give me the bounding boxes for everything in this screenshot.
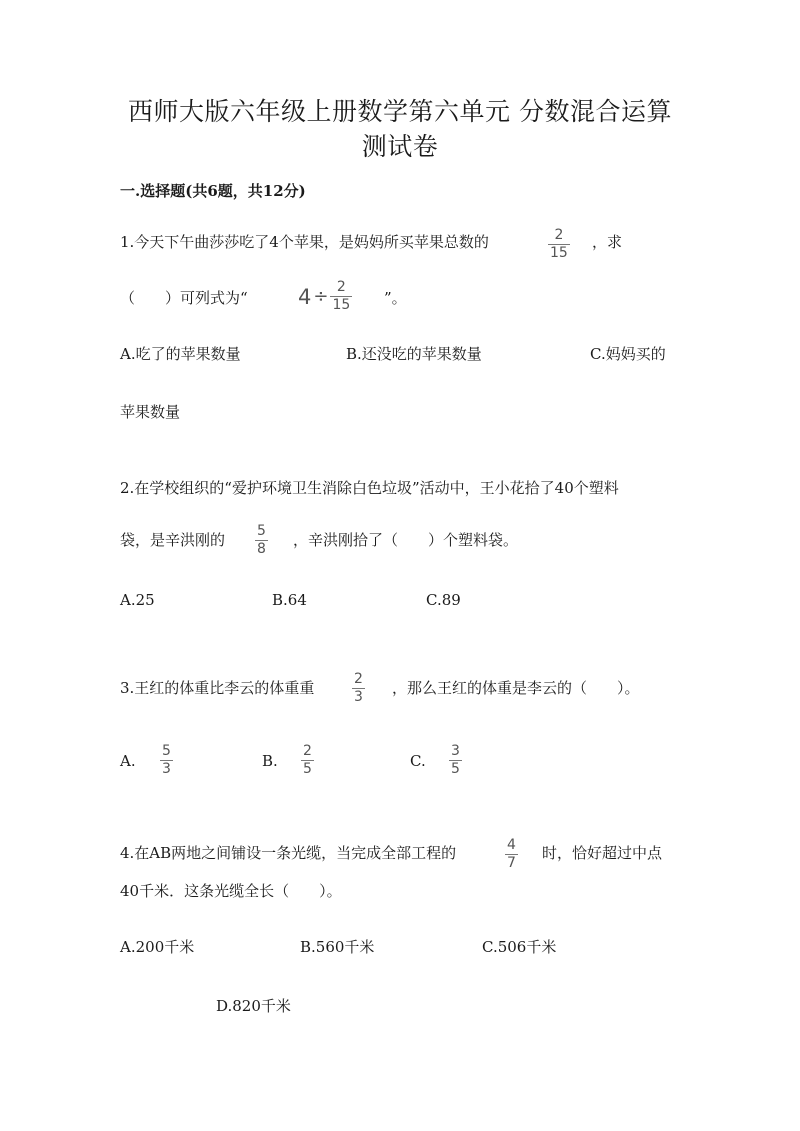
q1-option-b: B.还没吃的苹果数量	[346, 345, 482, 363]
divide-sign: ÷	[313, 286, 329, 307]
q1-fraction-denominator: 15	[550, 245, 568, 261]
q2-fraction-numerator: 5	[257, 523, 266, 539]
section-heading: 一.选择题(共6题，共12分)	[120, 182, 306, 200]
q2-text-line2: 袋，是辛洪刚的	[120, 531, 226, 549]
q3-option-a-label: A.	[120, 752, 136, 770]
q3-fraction-denominator: 3	[354, 689, 363, 705]
q3-option-a-numerator: 5	[162, 743, 171, 759]
q2-fraction-denominator: 8	[257, 541, 266, 557]
q3-text: 3.王红的体重比李云的体重重	[120, 679, 315, 697]
q2-option-c: C.89	[426, 591, 461, 609]
q3-option-a-fraction	[160, 744, 173, 777]
q1-text: 1.今天下午曲莎莎吃了4个苹果，是妈妈所买苹果总数的	[120, 233, 489, 251]
q2-option-b: B.64	[272, 591, 307, 609]
q1-expression-fraction	[330, 280, 352, 313]
page-title-line2: 测试卷	[361, 132, 439, 161]
q3-fraction-numerator: 2	[354, 671, 363, 687]
q1-option-c-cont: 苹果数量	[120, 403, 181, 421]
q3-option-b-denominator: 5	[303, 761, 312, 777]
q3-option-a-denominator: 3	[162, 761, 171, 777]
q4-option-d: D.820千米	[216, 997, 291, 1015]
q3-option-b-numerator: 2	[303, 743, 312, 759]
q1-option-c: C.妈妈买的	[590, 345, 666, 363]
q2-option-a: A.25	[120, 591, 155, 609]
q3-option-b-fraction	[301, 744, 314, 777]
q3-option-c-label: C.	[410, 752, 426, 770]
q1-fraction-numerator: 2	[554, 227, 564, 243]
q1-text-line2: （ ）可列式为“	[120, 289, 248, 307]
q4-text-line2: 40千米．这条光缆全长（ ）。	[120, 882, 342, 900]
q4-option-b: B.560千米	[300, 938, 375, 956]
q1-option-a: A.吃了的苹果数量	[120, 345, 241, 363]
q2-text-line2-cont: ，辛洪刚拾了（ ）个塑料袋。	[293, 531, 519, 549]
q1-text-cont: ，求	[592, 233, 623, 251]
q4-fraction-numerator: 4	[507, 837, 516, 853]
q4-text-cont: 时，恰好超过中点	[542, 844, 663, 862]
q4-text: 4.在AB两地之间铺设一条光缆，当完成全部工程的	[120, 844, 457, 862]
q4-option-c: C.506千米	[482, 938, 557, 956]
q1-expression-numerator: 2	[336, 279, 346, 295]
q3-text-cont: ，那么王红的体重是李云的（ ）。	[392, 679, 640, 697]
page-title: 西师大版六年级上册数学第六单元 分数混合运算	[128, 97, 672, 126]
q2-text: 2.在学校组织的“爱护环境卫生消除白色垃圾”活动中，王小花拾了40个塑料	[120, 479, 619, 497]
q1-text-line2-end: ”。	[384, 289, 407, 307]
q4-fraction-denominator: 7	[507, 855, 516, 871]
q3-option-c-fraction	[449, 744, 462, 777]
q1-expression	[298, 280, 352, 313]
q3-option-c-numerator: 3	[451, 743, 460, 759]
q4-option-a: A.200千米	[120, 938, 195, 956]
q2-fraction	[255, 524, 268, 557]
q1-fraction	[548, 228, 570, 261]
q3-fraction	[352, 672, 365, 705]
q3-option-c-denominator: 5	[451, 761, 460, 777]
q3-option-b-label: B.	[262, 752, 278, 770]
q4-fraction	[505, 838, 518, 871]
q1-expression-denominator: 15	[332, 297, 351, 313]
q1-expression-whole: 4	[298, 284, 312, 309]
